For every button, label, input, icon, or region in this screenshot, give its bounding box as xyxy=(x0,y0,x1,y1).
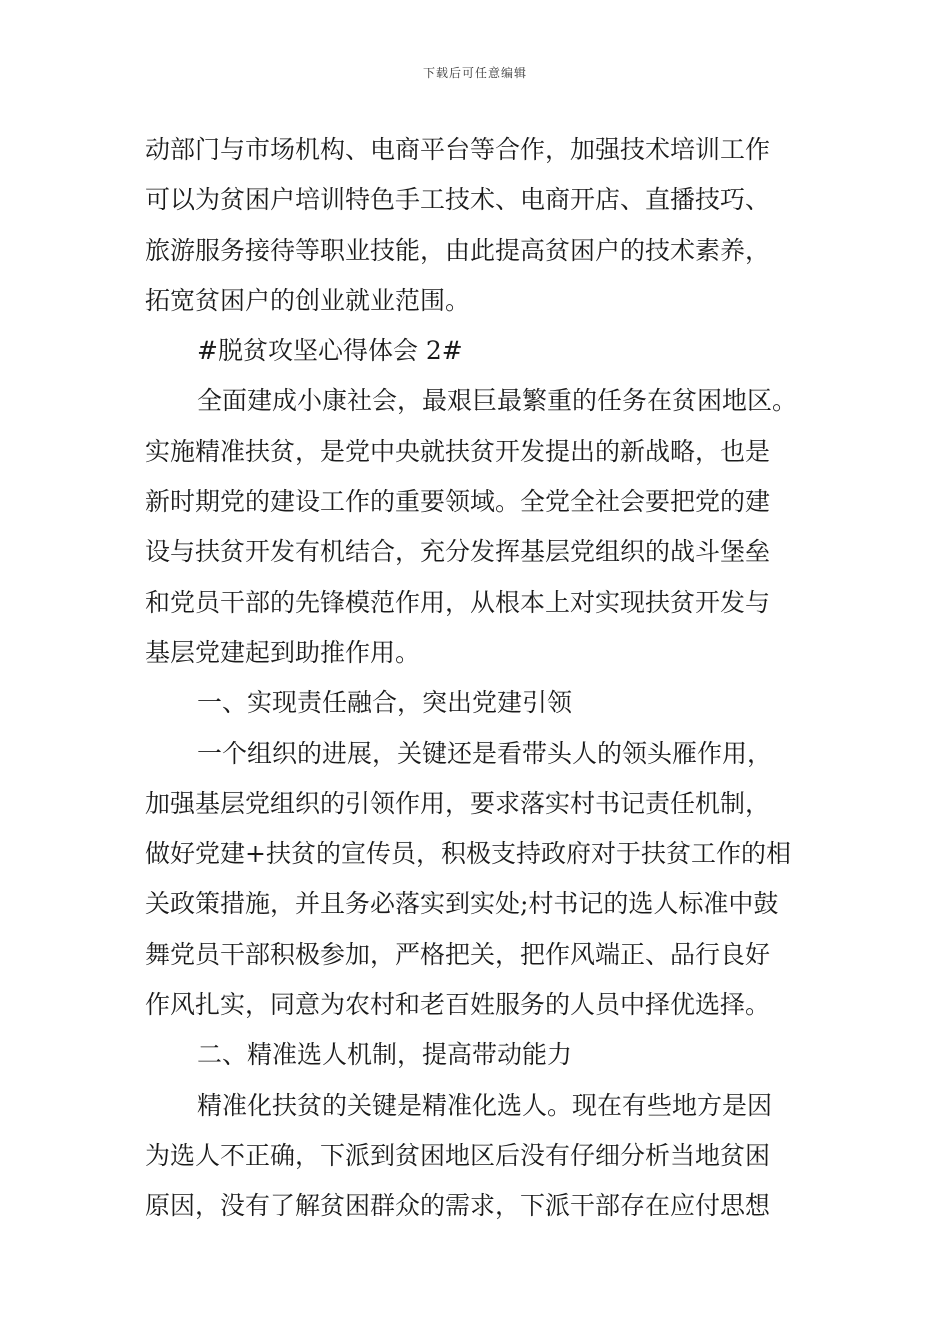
text-line: 基层党建起到助推作用。 xyxy=(145,637,421,667)
document-body xyxy=(145,125,815,1232)
section-heading: #脱贫攻坚心得体会 2# xyxy=(197,336,463,366)
text-line: 加强基层党组织的引领作用，要求落实村书记责任机制， xyxy=(145,788,771,818)
page-header: 下载后可任意编辑 xyxy=(422,66,527,80)
text-line: 实施精准扶贫，是党中央就扶贫开发提出的新战略，也是 xyxy=(145,436,771,466)
text-line: 旅游服务接待等职业技能，由此提高贫困户的技术素养， xyxy=(145,235,771,265)
subsection-heading: 二、精准选人机制，提高带动能力 xyxy=(197,1040,573,1070)
text-line: 做好党建+扶贫的宣传员，积极支持政府对于扶贫工作的相 xyxy=(145,839,791,869)
text-line: 设与扶贫开发有机结合，充分发挥基层党组织的战斗堡垒 xyxy=(145,537,771,567)
text-line: 作风扎实，同意为农村和老百姓服务的人员中择优选择。 xyxy=(145,990,771,1020)
text-line: 新时期党的建设工作的重要领域。全党全社会要把党的建 xyxy=(145,487,771,517)
text-line: 和党员干部的先锋模范作用，从根本上对实现扶贫开发与 xyxy=(145,587,771,617)
text-line: 全面建成小康社会，最艰巨最繁重的任务在贫困地区。 xyxy=(197,386,798,416)
text-line: 可以为贫困户培训特色手工技术、电商开店、直播技巧、 xyxy=(145,185,771,215)
text-line: 拓宽贫困户的创业就业范围。 xyxy=(145,285,471,315)
text-line: 为选人不正确，下派到贫困地区后没有仔细分析当地贫困 xyxy=(145,1140,771,1170)
text-line: 动部门与市场机构、电商平台等合作，加强技术培训工作 xyxy=(145,135,771,164)
text-line: 原因，没有了解贫困群众的需求，下派干部存在应付思想 xyxy=(145,1191,771,1221)
subsection-heading: 一、实现责任融合，突出党建引领 xyxy=(197,688,573,718)
text-line: 关政策措施，并且务必落实到实处;村书记的选人标准中鼓 xyxy=(145,889,779,919)
text-line: 舞党员干部积极参加，严格把关，把作风端正、品行良好 xyxy=(145,939,771,969)
text-line: 精准化扶贫的关键是精准化选人。现在有些地方是因 xyxy=(197,1090,773,1120)
text-line: 一个组织的进展，关键还是看带头人的领头雁作用， xyxy=(197,738,773,768)
